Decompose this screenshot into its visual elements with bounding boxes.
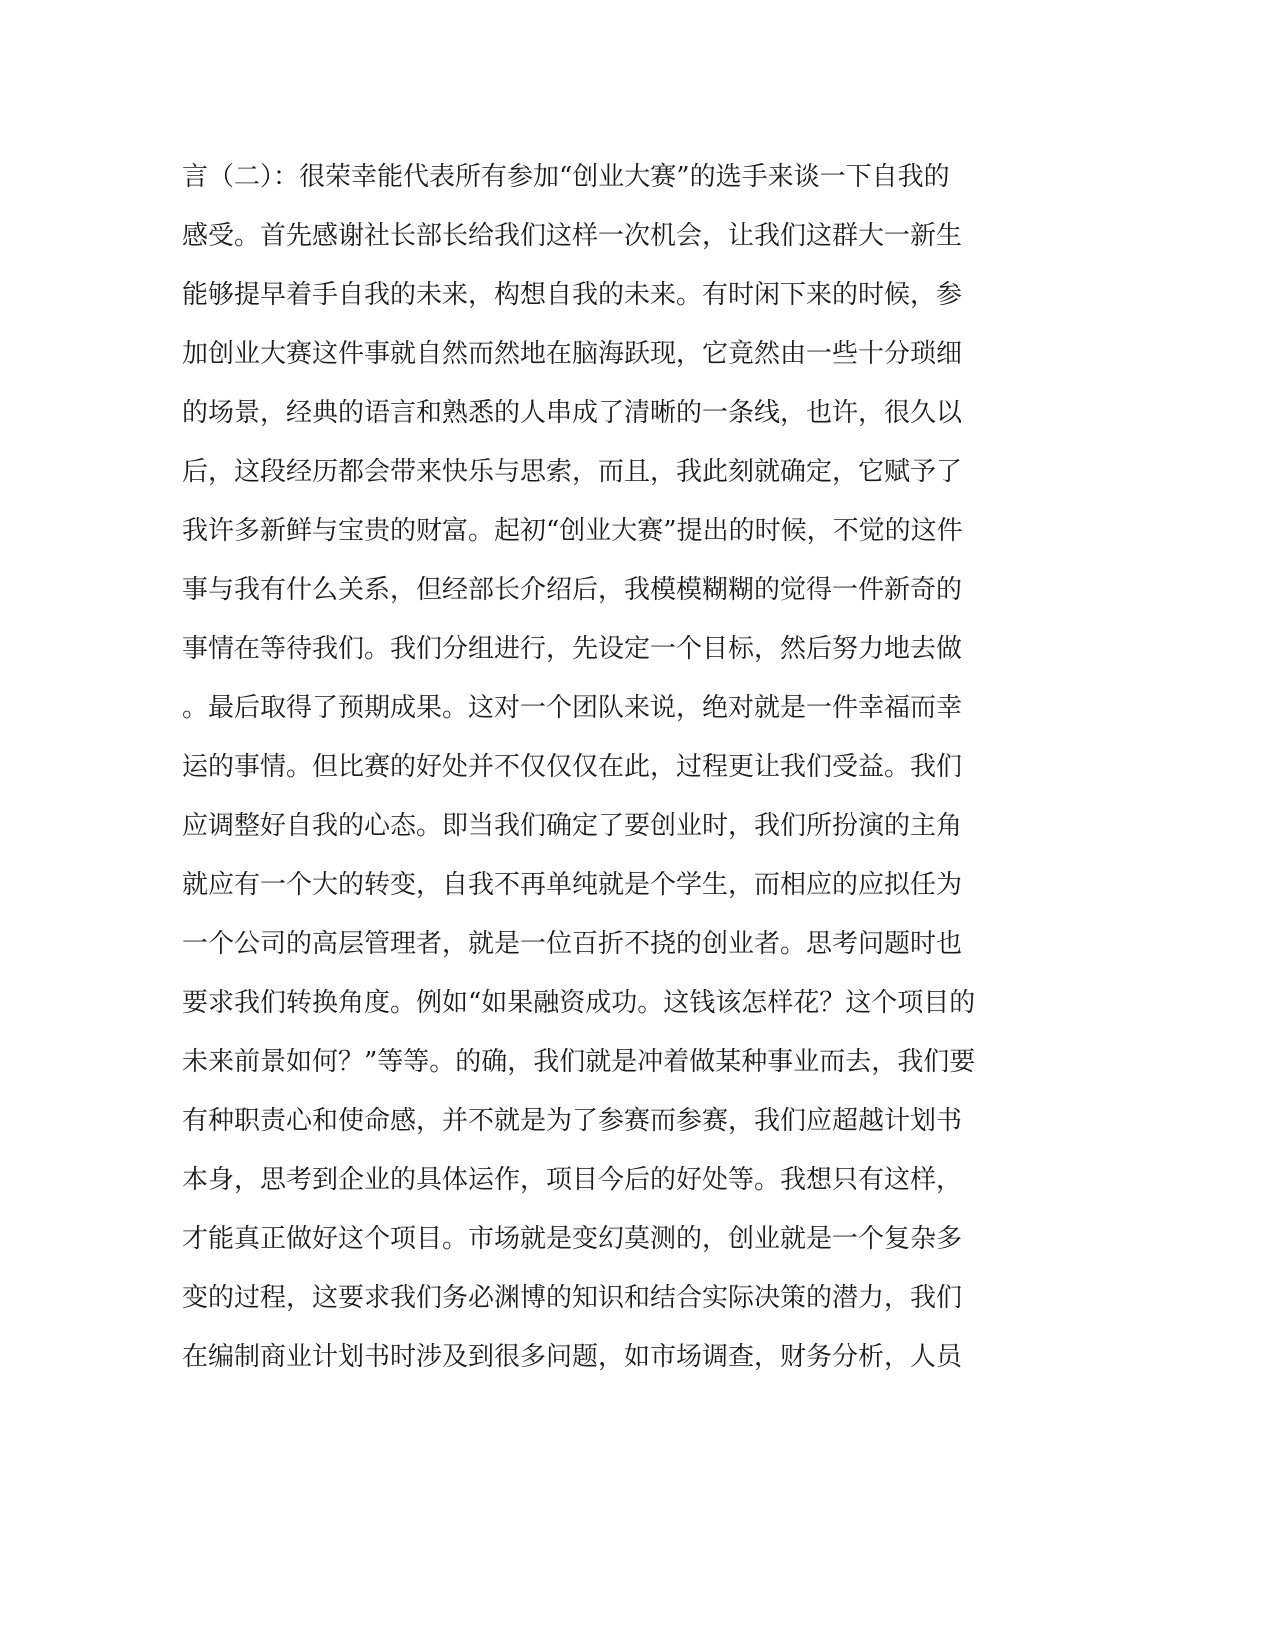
text-line: 能够提早着手自我的未来，构想自我的未来。有时闲下来的时候，参 (182, 280, 963, 310)
text-line: 事与我有什么关系，但经部长介绍后，我模模糊糊的觉得一件新奇的 (182, 575, 963, 605)
text-line: 就应有一个大的转变，自我不再单纯就是个学生，而相应的应拟任为 (182, 870, 963, 900)
text-line: 加创业大赛这件事就自然而然地在脑海跃现，它竟然由一些十分琐细 (182, 339, 963, 369)
text-line: 运的事情。但比赛的好处并不仅仅仅在此，过程更让我们受益。我们 (182, 752, 963, 782)
text-line: 有种职责心和使命感，并不就是为了参赛而参赛，我们应超越计划书 (182, 1106, 963, 1136)
text-line: 后，这段经历都会带来快乐与思索，而且，我此刻就确定，它赋予了 (182, 457, 963, 487)
text-line: 要求我们转换角度。例如“如果融资成功。这钱该怎样花？这个项目的 (182, 988, 976, 1018)
text-line: 事情在等待我们。我们分组进行，先设定一个目标，然后努力地去做 (182, 634, 963, 664)
text-line: 本身，思考到企业的具体运作，项目今后的好处等。我想只有这样， (182, 1165, 963, 1195)
text-line: 言（二）：很荣幸能代表所有参加“创业大赛”的选手来谈一下自我的 (182, 162, 950, 192)
text-line: 的场景，经典的语言和熟悉的人串成了清晰的一条线，也许，很久以 (182, 398, 963, 428)
text-line: 未来前景如何？”等等。的确，我们就是冲着做某种事业而去，我们要 (182, 1047, 976, 1077)
text-line: 才能真正做好这个项目。市场就是变幻莫测的，创业就是一个复杂多 (182, 1224, 963, 1254)
text-line: 感受。首先感谢社长部长给我们这样一次机会，让我们这群大一新生 (182, 221, 963, 251)
text-line: 应调整好自我的心态。即当我们确定了要创业时，我们所扮演的主角 (182, 811, 963, 841)
text-line: 一个公司的高层管理者，就是一位百折不挠的创业者。思考问题时也 (182, 929, 963, 959)
text-line: 变的过程，这要求我们务必渊博的知识和结合实际决策的潜力，我们 (182, 1283, 963, 1313)
text-line: 在编制商业计划书时涉及到很多问题，如市场调查，财务分析，人员 (182, 1342, 963, 1372)
text-line: 。最后取得了预期成果。这对一个团队来说，绝对就是一件幸福而幸 (182, 693, 963, 723)
text-line: 我许多新鲜与宝贵的财富。起初“创业大赛”提出的时候，不觉的这件 (182, 516, 963, 546)
